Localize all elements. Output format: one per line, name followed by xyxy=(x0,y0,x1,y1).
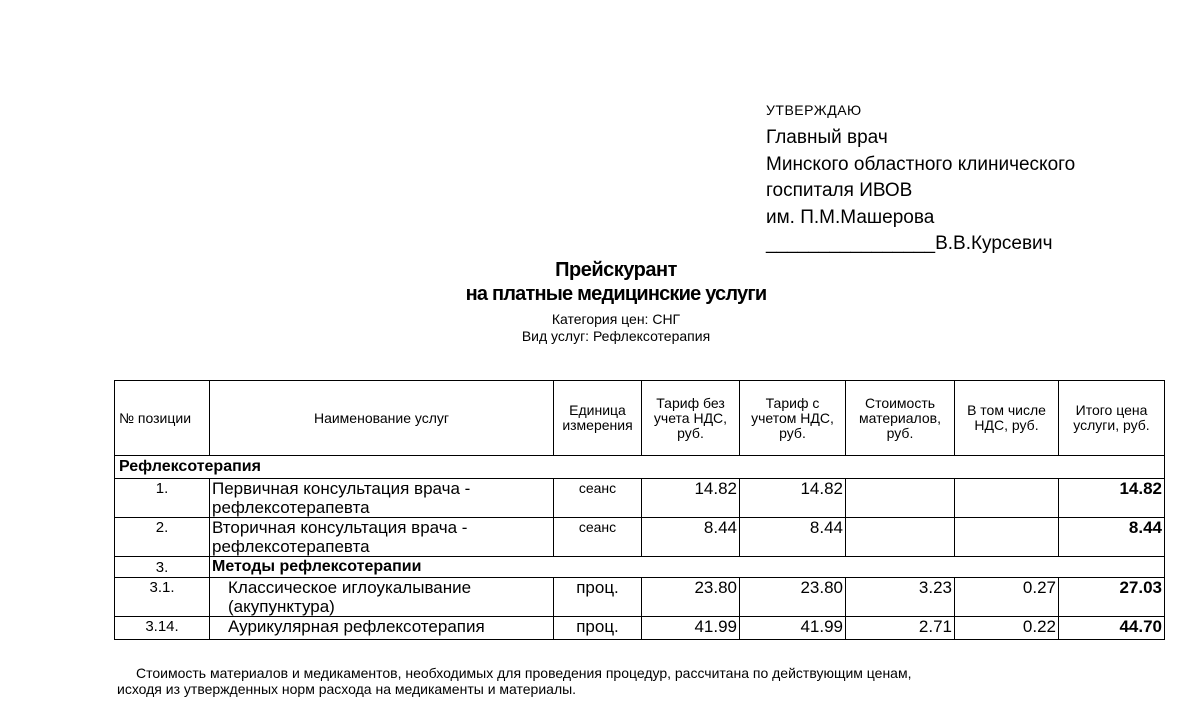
table-row xyxy=(115,578,1165,617)
approval-heading: УТВЕРЖДАЮ xyxy=(766,102,862,118)
price-category: Категория цен: СНГ xyxy=(551,311,681,327)
service-type: Вид услуг: Рефлексотерапия xyxy=(521,328,711,344)
row-unit: сеанс xyxy=(554,479,642,518)
approval-block xyxy=(766,102,1075,258)
row-position: 3.1. xyxy=(115,578,210,617)
row-position: 2. xyxy=(115,518,210,557)
row-tariff-no-vat: 23.80 xyxy=(642,578,740,617)
row-incl-vat xyxy=(955,479,1059,518)
row-tariff-no-vat: 41.99 xyxy=(642,617,740,640)
subsection-row xyxy=(115,557,1165,578)
header-position: № позиции xyxy=(115,381,210,456)
approval-line: Главный врач xyxy=(766,127,888,148)
approval-line: им. П.М.Машерова xyxy=(766,206,935,228)
header-unit: Единица измерения xyxy=(554,381,642,456)
header-materials: Стоимость материалов, руб. xyxy=(846,381,955,456)
row-name: Аурикулярная рефлексотерапия xyxy=(210,617,554,640)
header-incl-vat: В том числе НДС, руб. xyxy=(955,381,1059,456)
row-tariff-no-vat: 14.82 xyxy=(642,479,740,518)
header-tariff-vat: Тариф с учетом НДС, руб. xyxy=(740,381,846,456)
row-incl-vat xyxy=(955,518,1059,557)
row-tariff-vat: 8.44 xyxy=(740,518,846,557)
row-name: Вторичная консультация врача - рефлексотерапевта xyxy=(210,518,554,557)
footnote-line: исходя из утвержденных норм расхода на медикаменты и материалы. xyxy=(117,681,577,697)
header-total: Итого цена услуги, руб. xyxy=(1059,381,1165,456)
row-position: 1. xyxy=(115,479,210,518)
row-total: 14.82 xyxy=(1059,479,1165,518)
row-unit: проц. xyxy=(554,617,642,640)
row-materials xyxy=(846,479,955,518)
row-total: 44.70 xyxy=(1059,617,1165,640)
approval-line: госпиталя ИВОВ xyxy=(766,180,913,201)
row-materials: 3.23 xyxy=(846,578,955,617)
row-tariff-vat: 23.80 xyxy=(740,578,846,617)
section-title: Рефлексотерапия xyxy=(115,456,1165,479)
row-total: 27.03 xyxy=(1059,578,1165,617)
document-title-block xyxy=(416,257,816,345)
row-tariff-vat: 41.99 xyxy=(740,617,846,640)
section-row xyxy=(115,456,1165,479)
table-row xyxy=(115,617,1165,640)
row-incl-vat: 0.22 xyxy=(955,617,1059,640)
subsection-position: 3. xyxy=(115,557,210,578)
header-tariff-no-vat: Тариф без учета НДС, руб. xyxy=(642,381,740,456)
row-total: 8.44 xyxy=(1059,518,1165,557)
row-name: Классическое иглоукалывание (акупунктура) xyxy=(210,578,554,617)
table-header-row xyxy=(115,381,1165,456)
approval-line: Минского областного клинического xyxy=(766,153,1076,175)
header-name: Наименование услуг xyxy=(210,381,554,456)
table-row xyxy=(115,518,1165,557)
footnote-line: Стоимость материалов и медикаментов, необходимых для проведения процедур, рассчитана по действующим ценам, xyxy=(136,665,912,681)
price-table xyxy=(114,380,1165,640)
row-materials xyxy=(846,518,955,557)
footnote xyxy=(117,665,1117,697)
row-tariff-no-vat: 8.44 xyxy=(642,518,740,557)
row-incl-vat: 0.27 xyxy=(955,578,1059,617)
row-tariff-vat: 14.82 xyxy=(740,479,846,518)
document-subtitle: на платные медицинские услуги xyxy=(465,283,767,305)
row-materials: 2.71 xyxy=(846,617,955,640)
table-row xyxy=(115,479,1165,518)
approval-signature-line: ________________В.В.Курсевич xyxy=(766,233,1053,254)
row-unit: сеанс xyxy=(554,518,642,557)
row-position: 3.14. xyxy=(115,617,210,640)
row-name: Первичная консультация врача - рефлексотерапевта xyxy=(210,479,554,518)
row-unit: проц. xyxy=(554,578,642,617)
subsection-title: Методы рефлексотерапии xyxy=(210,557,1165,578)
document-title: Прейскурант xyxy=(555,259,677,281)
